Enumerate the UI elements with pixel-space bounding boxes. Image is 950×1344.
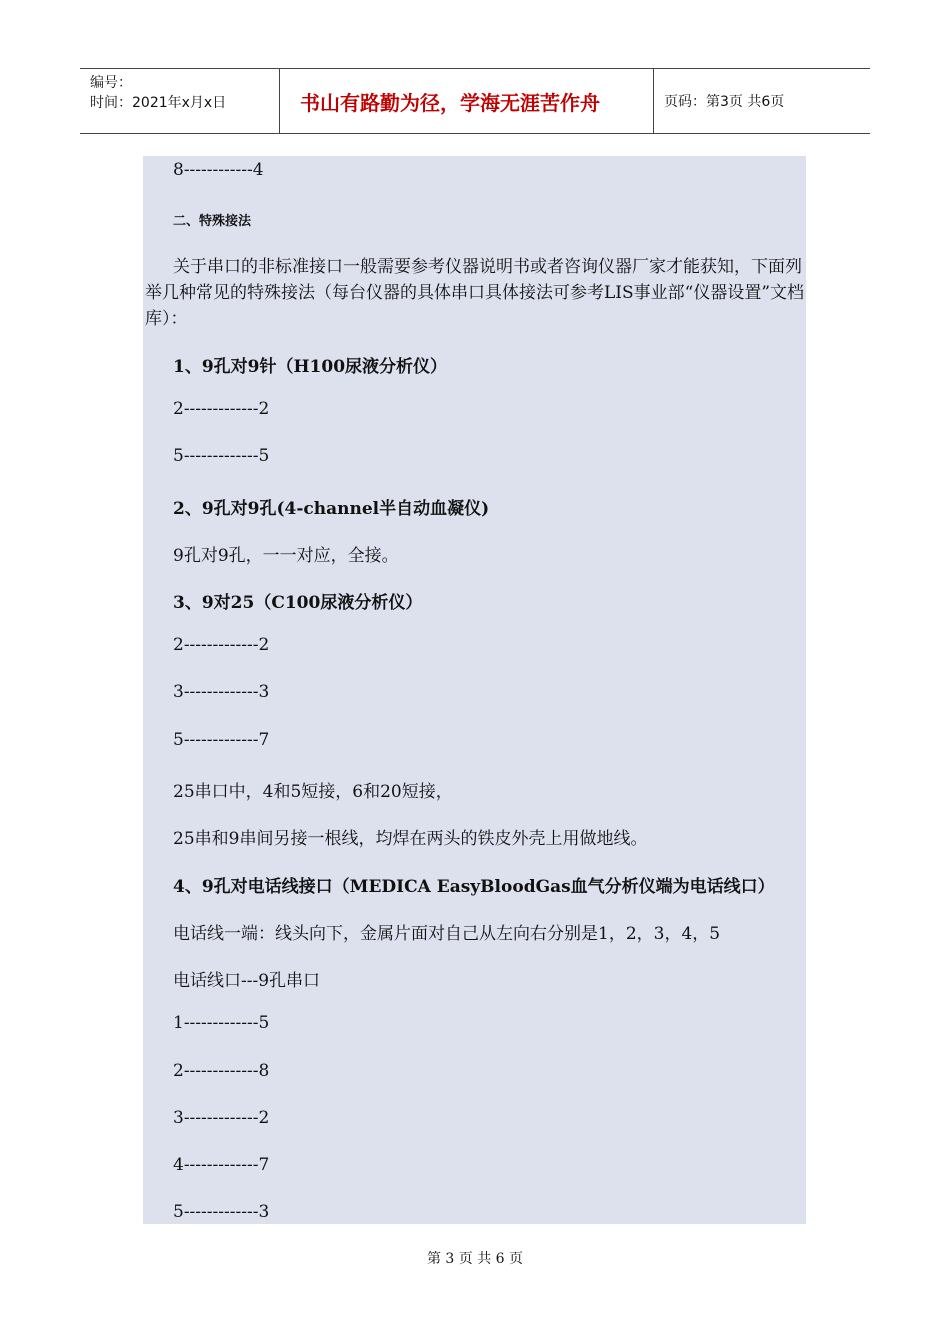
wiring-line: 1-------------5 [173, 1013, 270, 1033]
subsection-heading: 3、9对25（C100尿液分析仪） [173, 593, 423, 613]
wiring-line: 8------------4 [173, 160, 264, 180]
body-text: 25串口中，4和5短接，6和20短接， [173, 782, 453, 802]
document-number-label: 编号： [90, 75, 132, 91]
header-meta [80, 69, 280, 133]
body-text: 25串和9串间另接一根线，均焊在两头的铁皮外壳上用做地线。 [173, 829, 648, 849]
document-body [143, 156, 806, 1224]
page-header [80, 68, 870, 134]
wiring-line: 5-------------7 [173, 730, 270, 750]
wiring-line: 3-------------2 [173, 1108, 270, 1128]
body-text: 9孔对9孔，一一对应，全接。 [173, 546, 399, 566]
body-text: 电话线一端：线头向下，金属片面对自己从左向右分别是1，2，3，4，5 [173, 924, 721, 944]
wiring-line: 2-------------2 [173, 635, 270, 655]
subsection-heading: 4、9孔对电话线接口（MEDICA EasyBloodGas血气分析仪端为电话线口） [173, 877, 775, 897]
wiring-line: 4-------------7 [173, 1155, 270, 1175]
section-heading: 二、特殊接法 [173, 214, 252, 229]
header-motto: 书山有路勤为径，学海无涯苦作舟 [280, 69, 654, 133]
wiring-line: 5-------------3 [173, 1202, 270, 1222]
wiring-line: 5-------------5 [173, 446, 270, 466]
subsection-heading: 2、9孔对9孔(4-channel半自动血凝仪) [173, 499, 490, 519]
wiring-line: 3-------------3 [173, 682, 270, 702]
wiring-line: 2-------------2 [173, 399, 270, 419]
subsection-heading: 1、9孔对9针（H100尿液分析仪） [173, 357, 448, 377]
body-text: 电话线口---9孔串口 [173, 971, 321, 991]
intro-paragraph: 关于串口的非标准接口一般需要参考仪器说明书或者咨询仪器厂家才能获知，下面列举几种常见的特殊接法（每台仪器的具体串口具体接法可参考LIS事业部“仪器设置”文档库）： [145, 257, 805, 329]
page-footer: 第 3 页 共 6 页 [426, 1251, 524, 1267]
document-time-label: 时间：2021年x月x日 [90, 95, 227, 111]
header-page-info: 页码：第3页 共6页 [664, 94, 785, 110]
wiring-line: 2-------------8 [173, 1061, 270, 1081]
